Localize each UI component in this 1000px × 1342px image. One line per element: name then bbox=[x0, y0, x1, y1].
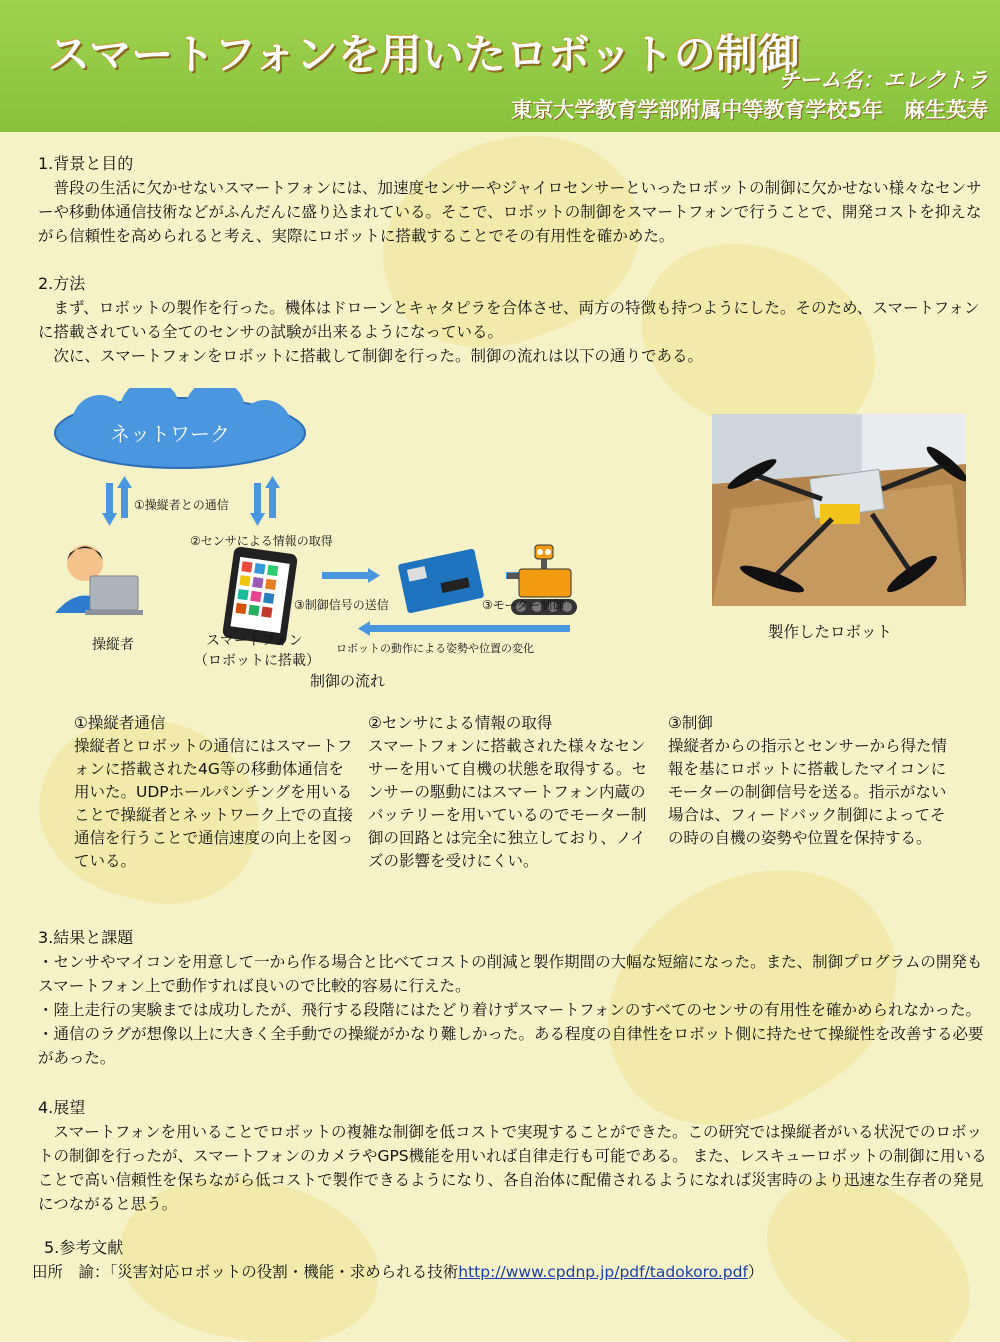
reference-close: ） bbox=[747, 1263, 764, 1281]
column-body: 操縦者とロボットの通信にはスマートフォンに搭載された4G等の移動体通信を用いた。UDPホールパンチングを用いることで操縦者とネットワーク上での直接通信を行うことで通信速度の向上を図っている。 bbox=[74, 737, 354, 870]
section-method bbox=[38, 272, 990, 368]
photo-caption: 製作したロボット bbox=[768, 623, 893, 641]
section-heading: 4.展望 bbox=[38, 1098, 86, 1117]
team-name: チーム名：エレクトラ bbox=[778, 68, 988, 92]
reference-entry bbox=[32, 1260, 990, 1284]
smartphone-label: スマートフォン bbox=[206, 633, 303, 649]
section-heading: 1.背景と目的 bbox=[38, 154, 134, 173]
step1-label: ①操縦者との通信 bbox=[134, 498, 229, 512]
control-flow-diagram bbox=[30, 388, 590, 698]
section-heading: 2.方法 bbox=[38, 274, 86, 293]
section-references bbox=[32, 1236, 990, 1284]
microcontroller-icon bbox=[398, 548, 485, 613]
section-heading: 3.結果と課題 bbox=[38, 928, 134, 947]
diagram-caption: 制御の流れ bbox=[310, 672, 386, 690]
column-sensor-acquisition bbox=[368, 712, 648, 873]
section-heading: 5.参考文献 bbox=[44, 1238, 124, 1257]
column-body: スマートフォンに搭載された様々なセンサーを用いて自機の状態を取得する。センサーの駆動にはスマートフォン内蔵のバッテリーを用いているのでモーター制御の回路とは完全に独立しており、ノイズの影響を受けにくい。 bbox=[368, 737, 648, 870]
arrow-icon bbox=[358, 621, 570, 636]
section-body: ・通信のラグが想像以上に大きく全手動での操縦がかなり難しかった。ある程度の自律性をロボット側に持たせて操縦性を改善する必要があった。 bbox=[38, 1025, 984, 1067]
step2-label: ②センサによる情報の取得 bbox=[190, 534, 333, 548]
section-body: まず、ロボットの製作を行った。機体はドローンとキャタピラを合体させ、両方の特徴も持つようにした。そのため、スマートフォンに搭載されている全てのセンサの試験が出来るようになっている。 bbox=[38, 299, 980, 341]
section-results bbox=[38, 926, 990, 1070]
feedback-label: ロボットの動作による姿勢や位置の変化 bbox=[336, 642, 534, 655]
reference-link[interactable]: http://www.cpdnp.jp/pdf/tadokoro.pdf bbox=[458, 1263, 748, 1281]
network-label: ネットワーク bbox=[110, 422, 230, 446]
section-background bbox=[38, 152, 990, 248]
operator-label: 操縦者 bbox=[92, 637, 134, 653]
section-body: ・センサやマイコンを用意して一から作る場合と比べてコストの削減と製作期間の大幅な短縮になった。また、制御プログラムの開発もスマートフォン上で動作すれば良いので比較的容易に行えた。 bbox=[38, 953, 983, 995]
arrow-icon bbox=[322, 568, 380, 583]
column-operator-communication bbox=[74, 712, 354, 873]
column-control bbox=[668, 712, 948, 850]
header-banner bbox=[0, 0, 1000, 132]
poster-title: スマートフォンを用いたロボットの制御 bbox=[48, 30, 800, 79]
reference-text: 田所 諭：「災害対応ロボットの役割・機能・求められる技術 bbox=[32, 1263, 459, 1281]
arrow-icon bbox=[250, 476, 280, 526]
step3a-label: ③制御信号の送信 bbox=[294, 598, 389, 612]
step3b-label: ③モーター制御 bbox=[482, 598, 565, 612]
column-body: 操縦者からの指示とセンサーから得た情報を基にロボットに搭載したマイコンにモーターの制御信号を送る。指示がない場合は、フィードバック制御によってその時の自機の姿勢や位置を保持する。 bbox=[668, 737, 948, 847]
column-heading: ③制御 bbox=[668, 714, 713, 732]
robot-photo-graphic bbox=[712, 414, 966, 606]
column-heading: ①操縦者通信 bbox=[74, 714, 166, 732]
column-heading: ②センサによる情報の取得 bbox=[368, 714, 553, 732]
section-body: スマートフォンを用いることでロボットの複雑な制御を低コストで実現することができた。この研究では操縦者がいる状況でのロボットの制御を行ったが、スマートフォンのカメラやGPS機能を用いれば自律走行も可能である。 また、レスキューロボットの制御に用いることで高い信頼性を保ちながら低コストで製作できるようになり、各自治体に配備されるようになれば災害時のより迅速な生存者の発見につながると思う。 bbox=[38, 1123, 987, 1213]
section-body: ・陸上走行の実験までは成功したが、飛行する段階にはたどり着けずスマートフォンのすべてのセンサの有用性を確かめられなかった。 bbox=[38, 1001, 982, 1019]
robot-photo bbox=[712, 414, 966, 606]
section-outlook bbox=[38, 1096, 990, 1216]
operator-laptop-icon bbox=[55, 545, 143, 615]
school-name: 東京大学教育学部附属中等教育学校5年 麻生英寿 bbox=[511, 98, 988, 122]
section-body: 次に、スマートフォンをロボットに搭載して制御を行った。制御の流れは以下の通りである。 bbox=[53, 347, 703, 365]
arrow-icon bbox=[102, 476, 132, 526]
section-body: 普段の生活に欠かせないスマートフォンには、加速度センサーやジャイロセンサーといったロボットの制御に欠かせない様々なセンサーや移動体通信技術などがふんだんに盛り込まれている。そこで、ロボットの制御をスマートフォンで行うことで、開発コストを抑えながら信頼性を高められると考え、実際にロボットに搭載することでその有用性を確かめた。 bbox=[38, 179, 982, 245]
smartphone-sublabel: （ロボットに搭載） bbox=[194, 653, 320, 669]
